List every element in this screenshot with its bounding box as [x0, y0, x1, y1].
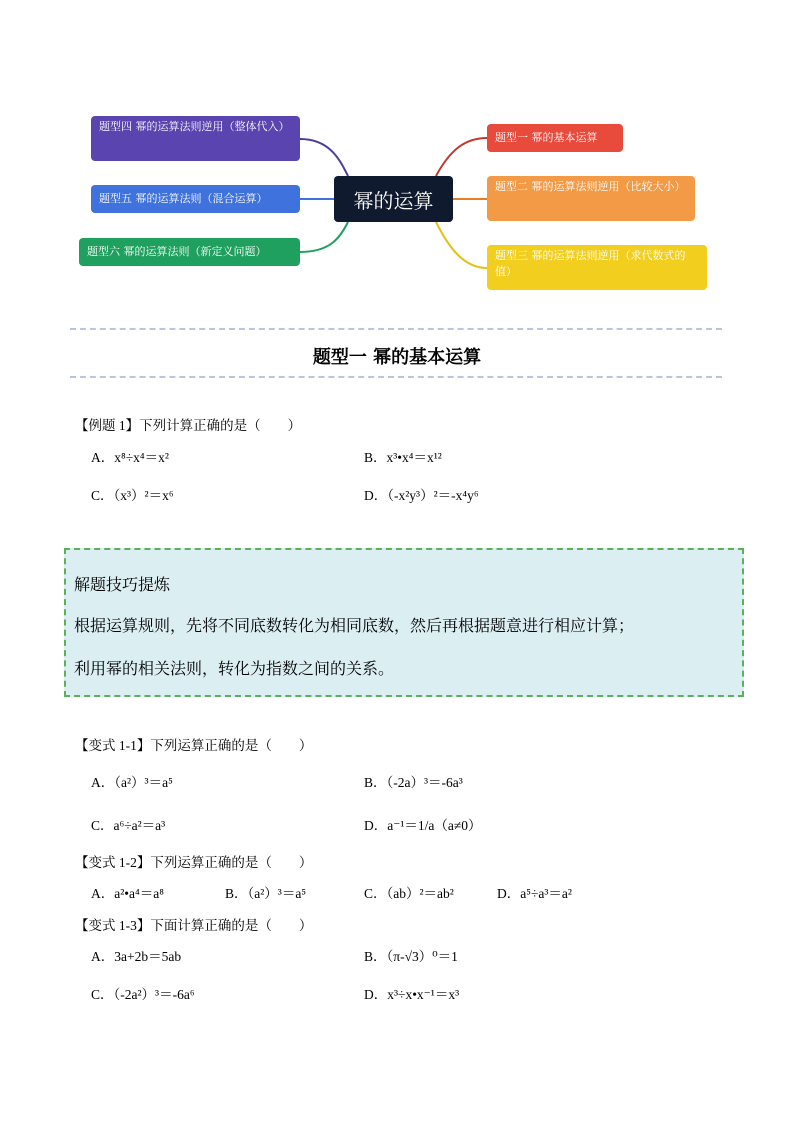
mindmap-node-type6 — [79, 238, 300, 266]
variant13-option-c: C．（-2a²）³＝-6a⁶ — [91, 987, 195, 1002]
variant12-stem: 【变式 1-2】下列运算正确的是（ ） — [75, 855, 313, 870]
variant12-option-b: B．（a²）³＝a⁵ — [225, 886, 307, 901]
tip-title: 解题技巧提炼 — [74, 575, 171, 594]
example1-option-b: B．x³•x⁴＝x¹² — [364, 450, 442, 465]
node-type1-label: 题型一 幂的基本运算 — [495, 131, 598, 144]
node-type2-label: 题型二 幂的运算法则逆用（比较大小） — [495, 180, 686, 193]
section-title: 题型一 幂的基本运算 — [312, 347, 482, 368]
variant11-option-b: B．（-2a）³＝-6a³ — [364, 775, 463, 790]
node-type3-label: 题型三 幂的运算法则逆用（求代数式的值） — [495, 249, 686, 278]
example1-option-c: C．（x³）²＝x⁶ — [91, 488, 174, 503]
mindmap-node-type5 — [91, 185, 300, 213]
tip-box — [64, 548, 744, 697]
variant11-stem: 【变式 1-1】下列运算正确的是（ ） — [75, 738, 313, 753]
separator-top — [70, 328, 722, 330]
variant11-option-d: D．a⁻¹＝1/a（a≠0） — [364, 818, 482, 833]
connector-n1 — [436, 138, 487, 176]
node-type5-label: 题型五 幂的运算法则（混合运算） — [99, 192, 268, 205]
node-type6-label: 题型六 幂的运算法则（新定义问题） — [87, 245, 267, 258]
example1-option-a: A．x⁸÷x⁴＝x² — [91, 450, 169, 465]
example1-option-d: D．（-x²y³）²＝-x⁴y⁶ — [364, 488, 479, 503]
variant13-option-a: A．3a+2b＝5ab — [91, 949, 182, 964]
mindmap-node-type2 — [487, 176, 695, 221]
node-type4-label: 题型四 幂的运算法则逆用（整体代入） — [99, 120, 290, 133]
mindmap-node-type1 — [487, 124, 623, 152]
tip-line-1: 根据运算规则，先将不同底数转化为相同底数，然后再根据题意进行相应计算； — [74, 616, 635, 635]
variant12-option-a: A．a²•a⁴＝a⁸ — [91, 886, 164, 901]
connector-n4 — [300, 139, 348, 176]
variant12-option-d: D．a⁵÷a³＝a² — [497, 886, 572, 901]
connector-n3 — [436, 222, 487, 268]
variant11-option-a: A．（a²）³＝a⁵ — [91, 775, 173, 790]
variant13-option-b: B．（π-√3）⁰＝1 — [364, 949, 458, 964]
separator-bottom — [70, 376, 722, 378]
connector-n6 — [300, 222, 348, 252]
mindmap-center: 幂的运算 — [334, 176, 453, 222]
mindmap-node-type3 — [487, 245, 707, 290]
mindmap-node-type4 — [91, 116, 300, 161]
variant12-option-c: C．（ab）²＝ab² — [364, 886, 454, 901]
tip-line-2: 利用幂的相关法则，转化为指数之间的关系。 — [74, 659, 395, 678]
variant13-stem: 【变式 1-3】下面计算正确的是（ ） — [75, 918, 313, 933]
example1-stem: 【例题 1】下列计算正确的是（ ） — [75, 418, 302, 433]
variant13-option-d: D．x³÷x•x⁻¹＝x³ — [364, 987, 460, 1002]
variant11-option-c: C．a⁶÷a²＝a³ — [91, 818, 166, 833]
